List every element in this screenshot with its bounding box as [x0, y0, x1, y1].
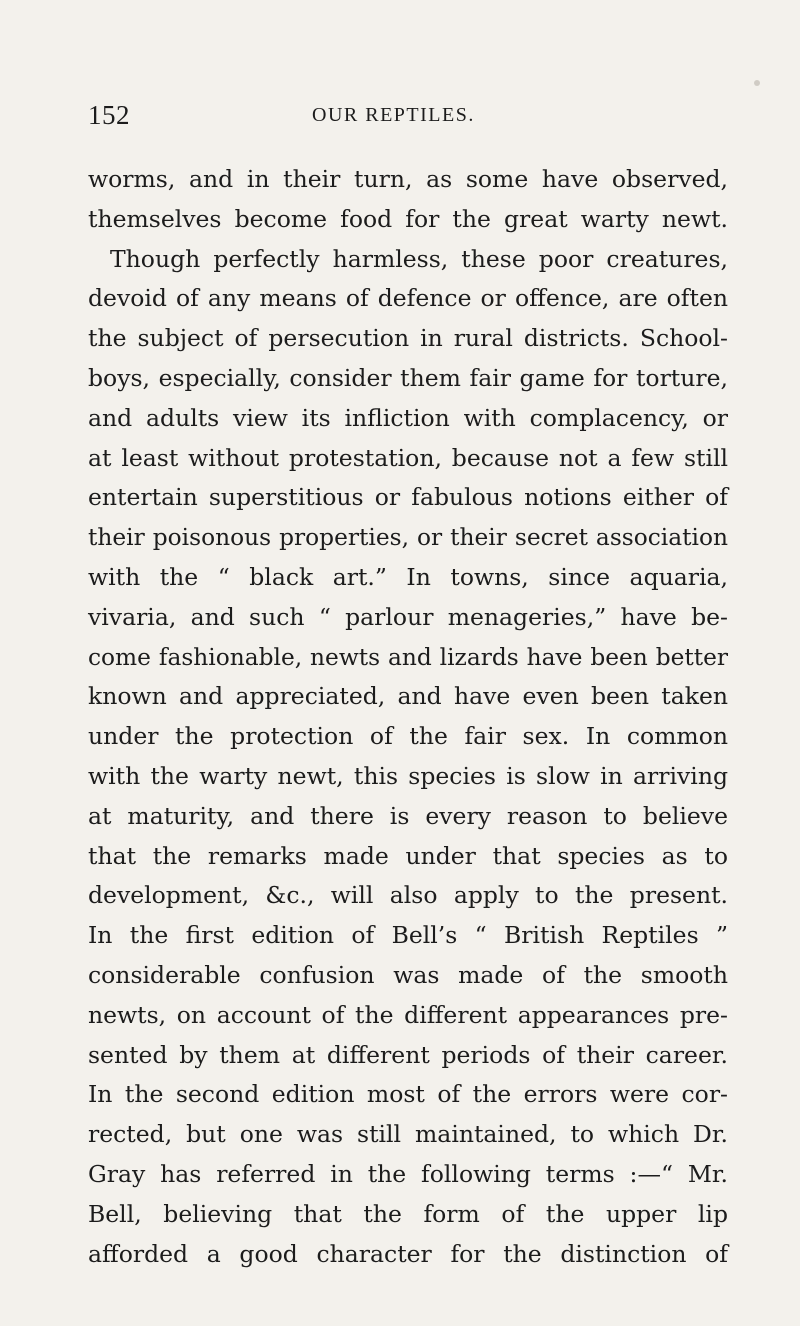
text-line: at maturity, and there is every reason to believe	[88, 801, 728, 830]
text-line: In the first edition of Bell’s “ British Reptiles ”	[88, 921, 728, 950]
text-line: their poisonous properties, or their secret association	[88, 524, 728, 552]
text-line: newts, on account of the different appearances pre-	[88, 1000, 728, 1029]
text-line: under the protection of the fair sex. In common	[88, 722, 728, 751]
text-line: with the “ black art.” In towns, since aquaria,	[88, 562, 728, 591]
text-line: Gray has referred in the following terms :—“ Mr.	[88, 1159, 728, 1188]
body-text	[88, 160, 728, 1274]
text-line: that the remarks made under that species as to	[88, 841, 728, 870]
text-line: with the warty newt, this species is slow in arriving	[88, 761, 728, 790]
text-line: at least without protestation, because not a few still	[88, 443, 728, 472]
running-title: OUR REPTILES.	[312, 104, 475, 126]
text-line: and adults view its infliction with complacency, or	[88, 403, 728, 432]
text-line: Bell, believing that the form of the upper lip	[88, 1199, 728, 1228]
text-line: known and appreciated, and have even been taken	[88, 682, 728, 711]
text-line: devoid of any means of defence or offence, are often	[88, 284, 728, 313]
text-line: entertain superstitious or fabulous notions either of	[88, 483, 728, 512]
text-line: afforded a good character for the distinction of	[88, 1239, 728, 1268]
text-line: In the second edition most of the errors were cor-	[88, 1080, 728, 1109]
running-head	[88, 100, 728, 134]
paper-speck	[754, 80, 760, 86]
text-line: the subject of persecution in rural districts. School-	[88, 324, 728, 353]
text-line: sented by them at different periods of their career.	[88, 1040, 728, 1069]
text-line: vivaria, and such “ parlour menageries,” have be-	[88, 602, 728, 631]
text-line: come fashionable, newts and lizards have been better	[88, 643, 728, 671]
text-line: development, &c., will also apply to the present.	[88, 881, 728, 910]
text-line: rected, but one was still maintained, to which Dr.	[88, 1120, 728, 1149]
text-line: boys, especially, consider them fair game for torture,	[88, 363, 728, 392]
page-number: 152	[88, 100, 130, 130]
text-line: worms, and in their turn, as some have observed,	[88, 165, 728, 193]
text-line: considerable confusion was made of the smooth	[88, 960, 728, 989]
text-line: themselves become food for the great warty newt.	[88, 204, 728, 233]
text-line: Though perfectly harmless, these poor creatures,	[110, 244, 728, 273]
